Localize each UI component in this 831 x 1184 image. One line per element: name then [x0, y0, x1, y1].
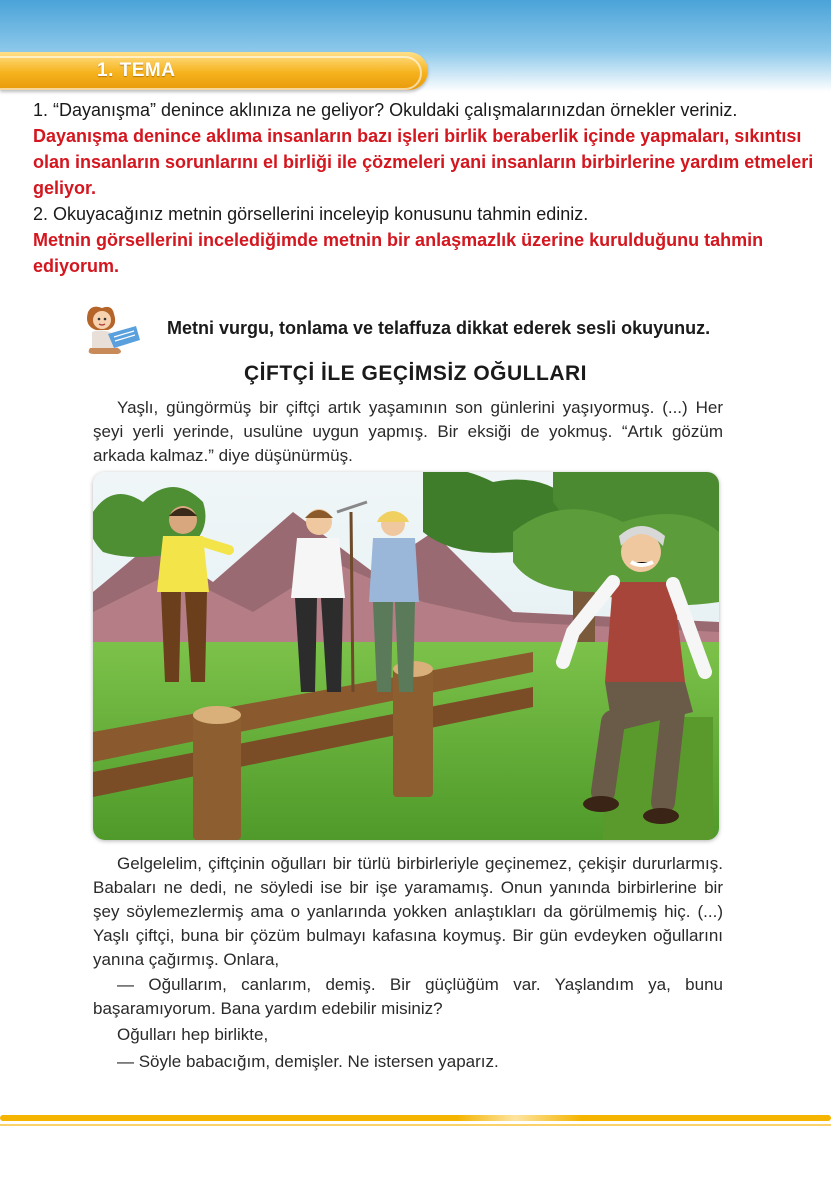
story-title: ÇİFTÇİ İLE GEÇİMSİZ OĞULLARI [244, 362, 587, 385]
question-2: 2. Okuyacağınız metnin görsellerini inceleyip konusunu tahmin ediniz. [33, 204, 589, 224]
tema-tab-border [0, 56, 422, 90]
story-paragraph-2: Gelgelelim, çiftçinin oğulları bir türlü birbirleriyle geçinemez, çekişir dururlarmış. Babaları ne dedi, ne söyledi ise bir işe yaramamış. Onun yanında birbirlerine bir şey söylemezlermiş ama o yanlarında yokken anlaştıkları da görülmemiş hiç. (...) Yaşlı çiftçi, buna bir çözüm bulmayı kafasına koymuş. Bir gün evdeyken oğullarını yanına çağırmış. Onlara, [93, 854, 723, 969]
footer-divider [0, 1115, 831, 1121]
answer-2: Metnin görsellerini incelediğimde metnin bir anlaşmazlık üzerine kurulduğunu tahmin ediyorum. [33, 230, 764, 276]
story-paragraph-5: — Söyle babacığım, demişler. Ne istersen yaparız. [117, 1052, 499, 1071]
answer-1: Dayanışma denince aklıma insanların bazı işleri birlik beraberlik içinde yapmaları, sıkıntısı olan insanların sorunlarını el birliği ile çözmeleri yani insanların birbirlerine yardım etmeleri geliyor. [33, 126, 814, 198]
story-paragraph-4: Oğulları hep birlikte, [117, 1025, 269, 1044]
tema-label: 1. TEMA [97, 60, 176, 81]
question-2-block [33, 201, 823, 279]
story-paragraph-1: Yaşlı, güngörmüş bir çiftçi artık yaşamının son günlerini yaşıyormuş. (...) Her şeyi yerli yerinde, usulüne uygun yapmış. Bir eksiği de yokmuş. “Artık gözüm arkada kalmaz.” diye düşünürmüş. [93, 398, 723, 465]
reading-instruction: Metni vurgu, tonlama ve telaffuza dikkat ederek sesli okuyunuz. [167, 318, 711, 338]
reading-girl-icon [78, 304, 150, 356]
question-1-block [33, 97, 823, 201]
footer-divider-thin [0, 1124, 831, 1126]
story-paragraph-3: — Oğullarım, canlarım, demiş. Bir güçlüğüm var. Yaşlandım ya, bunu başaramıyorum. Bana yardım edebilir misiniz? [93, 975, 723, 1018]
farmer-and-sons-illustration [93, 472, 719, 840]
question-1: 1. “Dayanışma” denince aklınıza ne geliyor? Okuldaki çalışmalarınızdan örnekler veriniz. [33, 100, 738, 120]
